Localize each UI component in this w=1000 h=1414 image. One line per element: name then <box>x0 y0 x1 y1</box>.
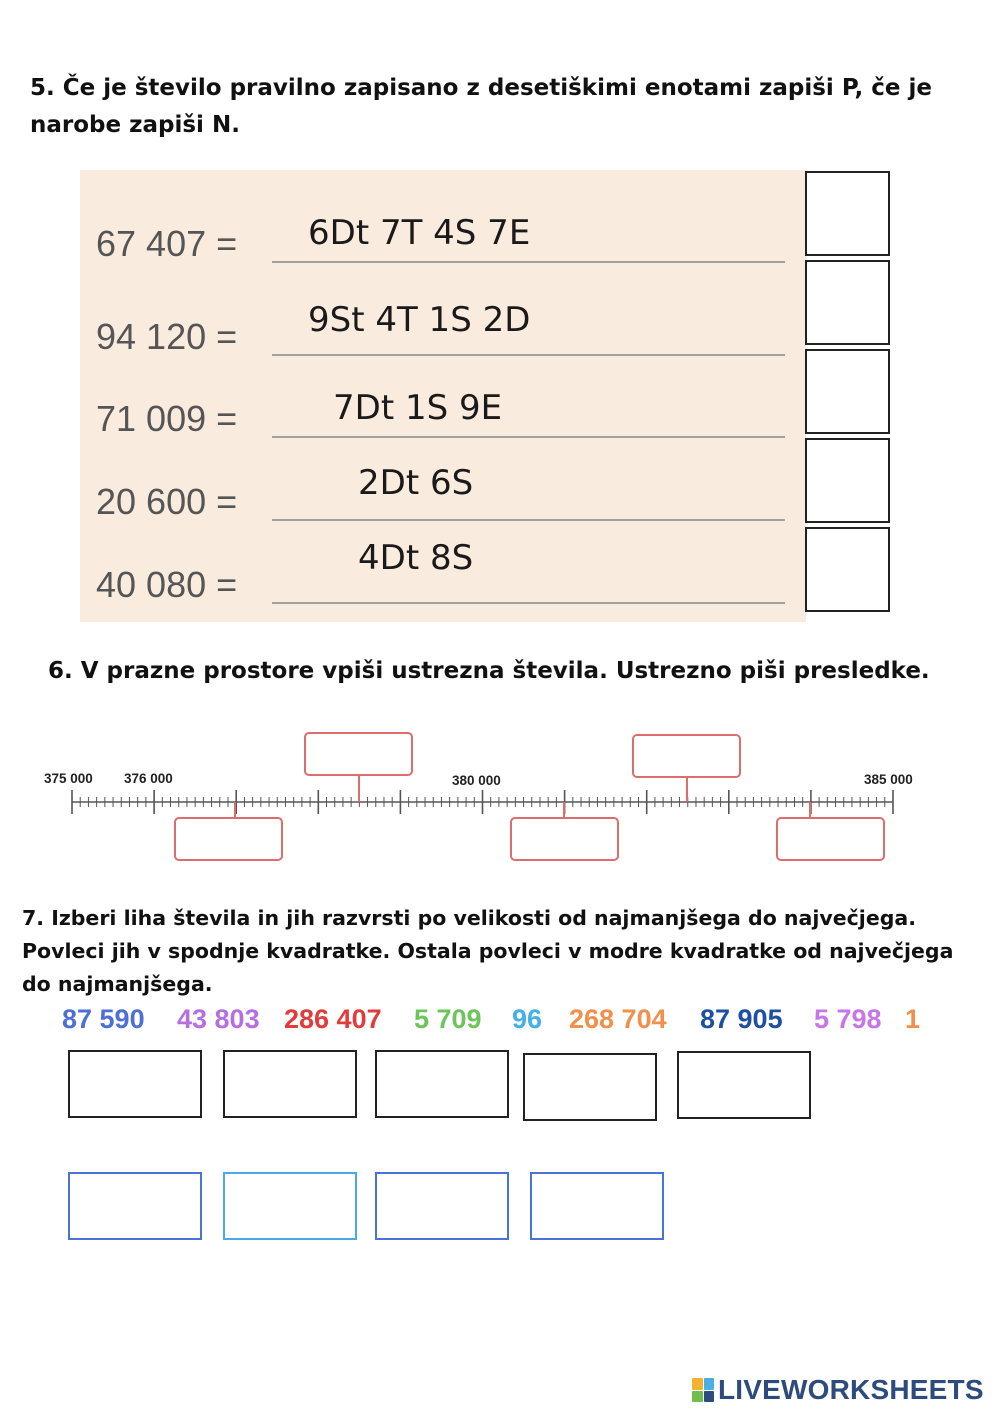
number-line-answer-box[interactable] <box>777 818 884 860</box>
draggable-number[interactable]: 96 <box>512 1004 543 1034</box>
equation-expansion: 4Dt 8S <box>358 538 474 578</box>
number-line-label: 376 000 <box>124 771 173 786</box>
odd-number-drop-box-5[interactable] <box>677 1051 811 1119</box>
draggable-number[interactable]: 87 905 <box>700 1004 783 1034</box>
even-number-drop-box-1[interactable] <box>68 1172 202 1240</box>
task-5-title: 5. Če je število pravilno zapisano z desetiškimi enotami zapiši P, če je narobe zapiši N. <box>30 75 932 138</box>
liveworksheets-logo-icon <box>692 1378 714 1402</box>
draggable-number[interactable]: 1 <box>905 1004 921 1034</box>
equation-row-5 <box>96 538 796 606</box>
draggable-number[interactable]: 268 704 <box>569 1004 667 1034</box>
number-line-label: 385 000 <box>864 772 913 787</box>
answer-line <box>272 519 785 521</box>
equation-expansion: 2Dt 6S <box>358 463 474 503</box>
equation-row-3 <box>96 380 796 440</box>
number-line-ticks <box>72 790 893 814</box>
equation-expansion: 9St 4T 1S 2D <box>308 300 531 340</box>
odd-number-drop-box-2[interactable] <box>223 1050 357 1118</box>
answer-box-2[interactable] <box>805 260 890 345</box>
equation-row-4 <box>96 463 796 523</box>
even-number-drop-box-2[interactable] <box>223 1172 357 1240</box>
liveworksheets-logo <box>692 1372 984 1408</box>
equation-number: 67 407 = <box>96 223 238 264</box>
answer-line <box>272 602 785 604</box>
equation-expansion: 7Dt 1S 9E <box>333 388 503 428</box>
even-number-drop-box-4[interactable] <box>530 1172 664 1240</box>
number-line-label: 375 000 <box>44 771 93 786</box>
draggable-number[interactable]: 43 803 <box>177 1004 260 1034</box>
number-line-answer-box[interactable] <box>511 818 618 860</box>
odd-number-drop-box-1[interactable] <box>68 1050 202 1118</box>
answer-box-3[interactable] <box>805 349 890 434</box>
number-line <box>0 700 1000 880</box>
even-number-drop-box-3[interactable] <box>375 1172 509 1240</box>
task-6-title: 6. V prazne prostore vpiši ustrezna števila. Ustrezno piši presledke. <box>48 658 930 684</box>
odd-number-drop-box-3[interactable] <box>375 1050 509 1118</box>
task-7-title: 7. Izberi liha števila in jih razvrsti po velikosti od najmanjšega do največjega. Povleci jih v spodnje kvadratke. Ostala povleci v modre kvadratke od največjega do najmanjšega. <box>22 906 954 996</box>
number-line-answer-box[interactable] <box>633 735 740 777</box>
equation-number: 94 120 = <box>96 316 238 357</box>
answer-box-1[interactable] <box>805 171 890 256</box>
equation-expansion: 6Dt 7T 4S 7E <box>308 213 531 253</box>
draggable-number[interactable]: 5 798 <box>814 1004 882 1034</box>
number-line-answer-box[interactable] <box>305 733 412 775</box>
equation-number: 71 009 = <box>96 398 238 439</box>
equation-row-1 <box>96 205 796 265</box>
equation-number: 40 080 = <box>96 564 238 605</box>
odd-number-drop-box-4[interactable] <box>523 1053 657 1121</box>
number-line-label: 380 000 <box>452 773 501 788</box>
answer-line <box>272 354 785 356</box>
equation-number: 20 600 = <box>96 481 238 522</box>
draggable-number[interactable]: 87 590 <box>62 1004 145 1034</box>
draggable-number[interactable]: 286 407 <box>284 1004 382 1034</box>
answer-box-5[interactable] <box>805 527 890 612</box>
draggable-number[interactable]: 5 709 <box>414 1004 482 1034</box>
number-line-answer-box[interactable] <box>175 818 282 860</box>
answer-box-4[interactable] <box>805 438 890 523</box>
answer-line <box>272 436 785 438</box>
answer-line <box>272 261 785 263</box>
liveworksheets-logo-text: LIVEWORKSHEETS <box>718 1374 984 1405</box>
equation-row-2 <box>96 298 796 358</box>
number-choices <box>62 1004 962 1040</box>
